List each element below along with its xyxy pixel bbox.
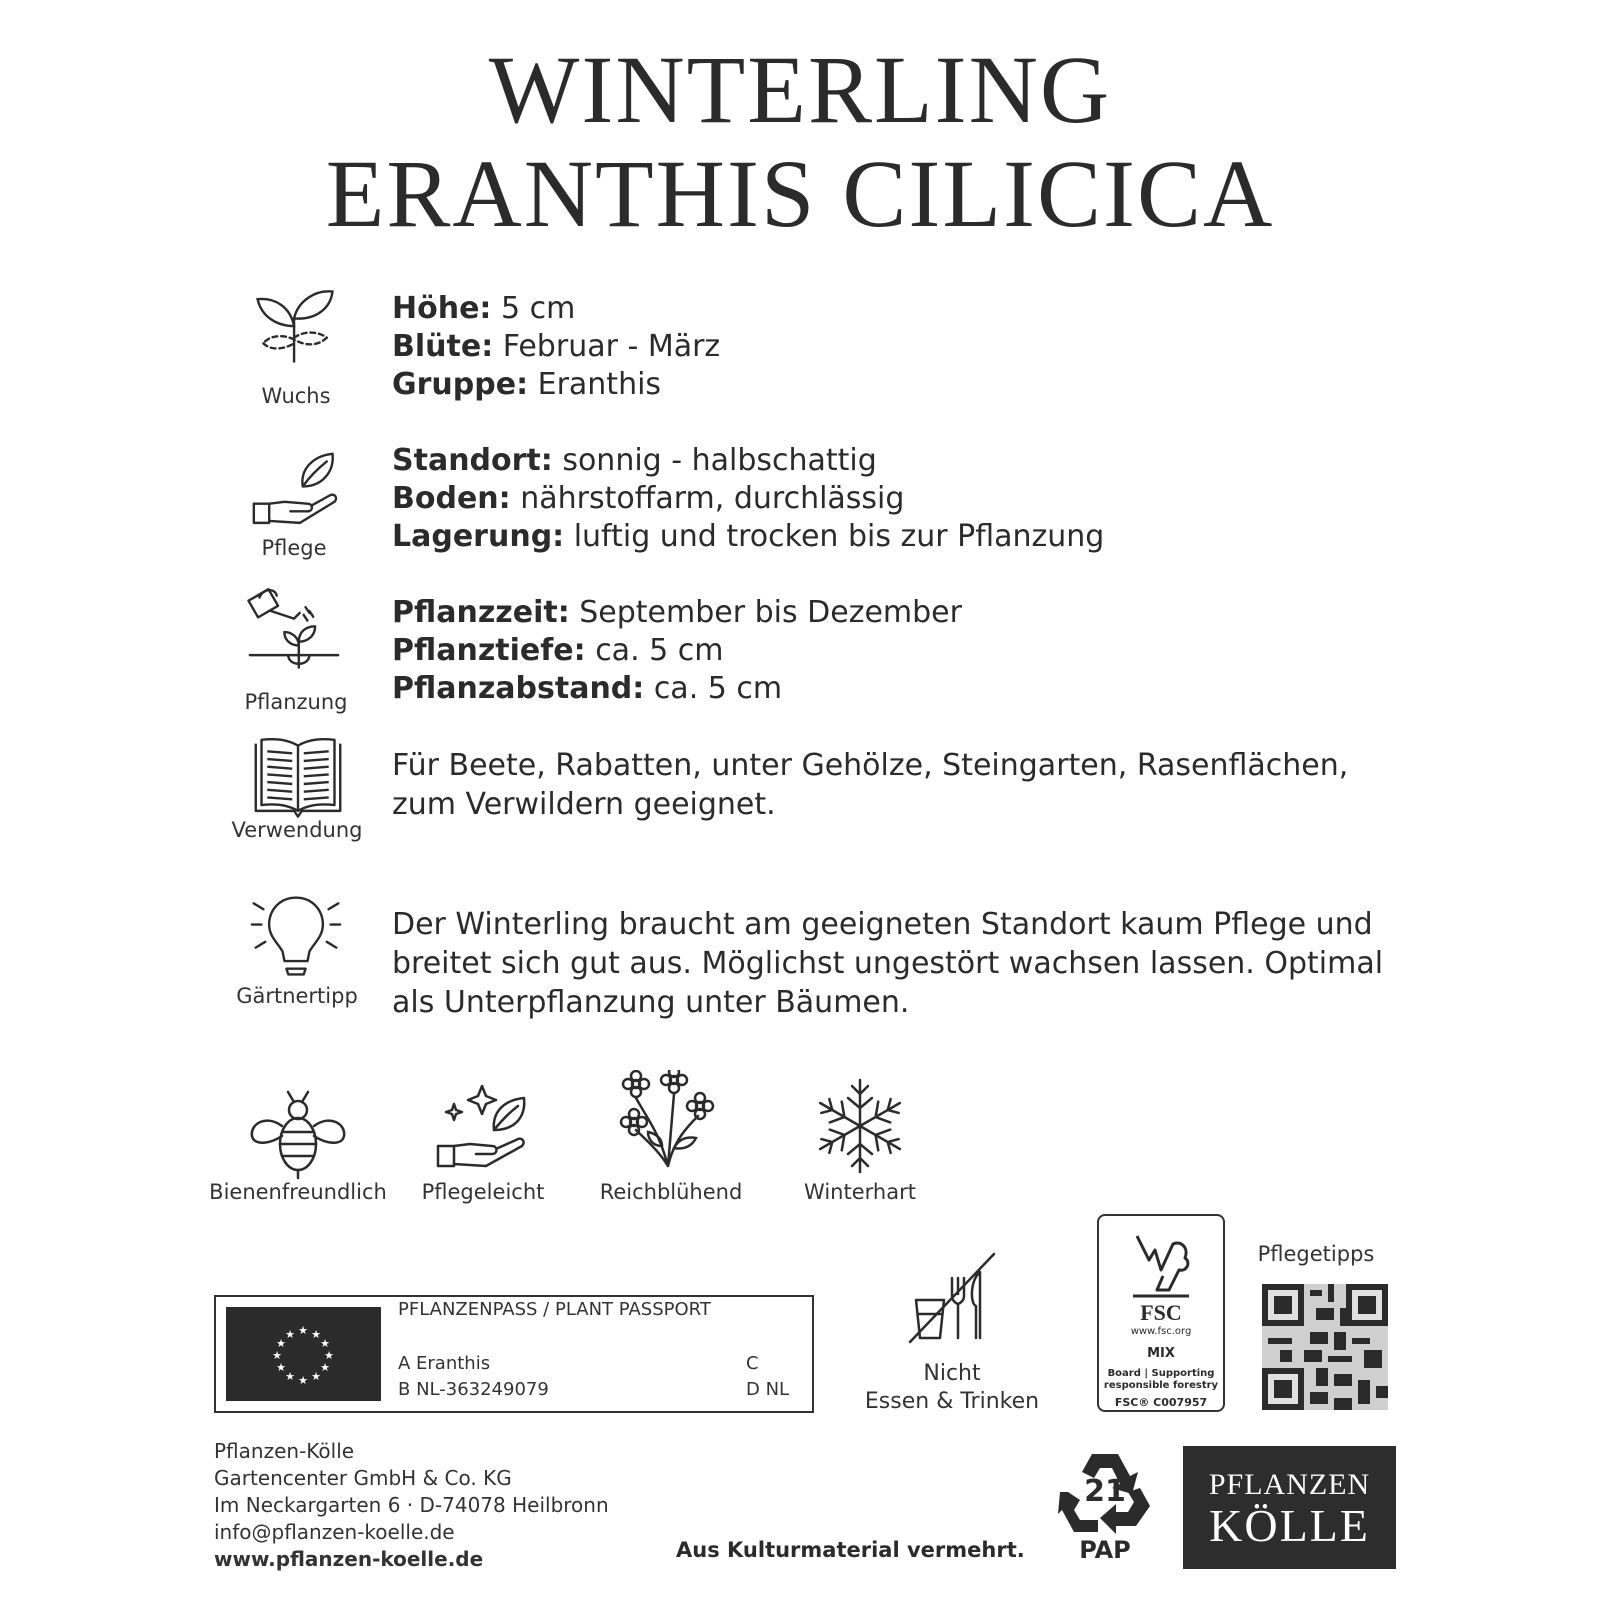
info-row: Höhe: 5 cm	[392, 291, 576, 326]
snowflake-icon	[810, 1076, 910, 1176]
passport-heading: PFLANZENPASS / PLANT PASSPORT	[398, 1299, 711, 1320]
qr-label: Pflegetipps	[1257, 1242, 1375, 1266]
svg-text:★: ★	[285, 1370, 295, 1383]
lightbulb-icon	[248, 890, 344, 986]
recycling-number: 21	[1084, 1474, 1126, 1509]
fsc-code: FSC® C007957	[1114, 1396, 1208, 1409]
info-row: Pflanztiefe: ca. 5 cm	[392, 633, 724, 668]
hand-leaf-sparkle-icon	[434, 1076, 534, 1176]
pflege-info	[392, 442, 1104, 556]
fsc-url: www.fsc.org	[1130, 1326, 1192, 1337]
svg-text:★: ★	[285, 1328, 295, 1341]
watering-can-icon	[246, 586, 342, 682]
info-row: Lagerung: luftig und trocken bis zur Pflanzung	[392, 519, 1105, 554]
svg-text:★: ★	[320, 1361, 330, 1374]
website-link[interactable]: www.pflanzen-koelle.de	[214, 1547, 484, 1571]
company-address: Pflanzen-Kölle Gartencenter GmbH & Co. KG Im Neckargarten 6 · D-74078 Heilbronn info@pflanzen-koelle.de www.pflanzen-koelle.de	[214, 1439, 609, 1571]
fsc-mix: MIX	[1147, 1346, 1175, 1361]
passport-d: D NL	[746, 1379, 790, 1400]
plant-passport	[214, 1295, 814, 1413]
svg-text:★: ★	[298, 1324, 308, 1337]
culture-note: Aus Kulturmaterial vermehrt.	[676, 1538, 1025, 1562]
feature-label-winterhart: Winterhart	[804, 1180, 916, 1204]
svg-text:★: ★	[298, 1374, 308, 1387]
brand-line-1: PFLANZEN	[1208, 1468, 1371, 1501]
eu-flag-icon	[226, 1307, 381, 1401]
feature-label-bienenfreundlich: Bienenfreundlich	[209, 1180, 387, 1204]
info-row: Standort: sonnig - halbschattig	[392, 443, 877, 478]
fsc-claim: Board | Supporting responsible forestry	[1103, 1368, 1219, 1391]
feature-label-pflegeleicht: Pflegeleicht	[421, 1180, 545, 1204]
wuchs-info	[392, 290, 720, 404]
fsc-label	[1097, 1214, 1225, 1412]
passport-a: A Eranthis	[398, 1353, 491, 1374]
icon-label-pflege: Pflege	[261, 536, 327, 560]
passport-b: B NL-363249079	[398, 1379, 549, 1400]
title-line-2: ERANTHIS CILICICA	[325, 140, 1275, 247]
icon-label-pflanzung: Pflanzung	[244, 690, 348, 714]
fsc-tree-icon	[1129, 1230, 1193, 1300]
svg-text:★: ★	[320, 1337, 330, 1350]
recycling-icon	[1058, 1446, 1152, 1536]
verwendung-text: Für Beete, Rabatten, unter Gehölze, Steingarten, Rasenflächen, zum Verwildern geeignet.	[392, 748, 1349, 822]
feature-label-reichbluehend: Reichblühend	[599, 1180, 743, 1204]
brand-line-2: KÖLLE	[1209, 1500, 1370, 1551]
info-row: Pflanzzeit: September bis Dezember	[392, 595, 962, 630]
fsc-logo-text: FSC	[1140, 1300, 1182, 1325]
svg-text:★: ★	[276, 1337, 286, 1350]
brand-logo	[1183, 1446, 1396, 1569]
svg-text:★: ★	[311, 1328, 321, 1341]
info-row: Pflanzabstand: ca. 5 cm	[392, 671, 783, 706]
icon-label-wuchs: Wuchs	[261, 384, 331, 408]
recycling-code: PAP	[1079, 1536, 1131, 1564]
plant-growth-icon	[248, 280, 344, 376]
pflanzung-info	[392, 594, 962, 708]
not-edible-icon	[906, 1250, 998, 1346]
title-line-1: WINTERLING	[488, 36, 1112, 143]
icon-label-gaertnertipp: Gärtnertipp	[236, 984, 358, 1008]
hand-leaf-icon	[250, 448, 346, 544]
not-edible-text: Nicht Essen & Trinken	[864, 1361, 1040, 1414]
info-row: Gruppe: Eranthis	[392, 367, 662, 402]
svg-text:★: ★	[311, 1370, 321, 1383]
passport-c: C	[746, 1353, 759, 1374]
svg-text:★: ★	[324, 1349, 334, 1362]
svg-text:★: ★	[276, 1361, 286, 1374]
svg-text:★: ★	[272, 1349, 282, 1362]
flowers-icon	[618, 1070, 718, 1170]
icon-label-verwendung: Verwendung	[231, 818, 363, 842]
info-row: Boden: nährstoffarm, durchlässig	[392, 481, 905, 516]
info-row: Blüte: Februar - März	[392, 329, 721, 364]
qr-code[interactable]	[1262, 1284, 1388, 1410]
gaertnertipp-text: Der Winterling braucht am geeigneten Standort kaum Pflege und breitet sich gut aus. Möglichst ungestört wachsen lassen. Optimal als Unterpflanzung unter Bäumen.	[392, 907, 1384, 1020]
bee-icon	[248, 1084, 348, 1184]
